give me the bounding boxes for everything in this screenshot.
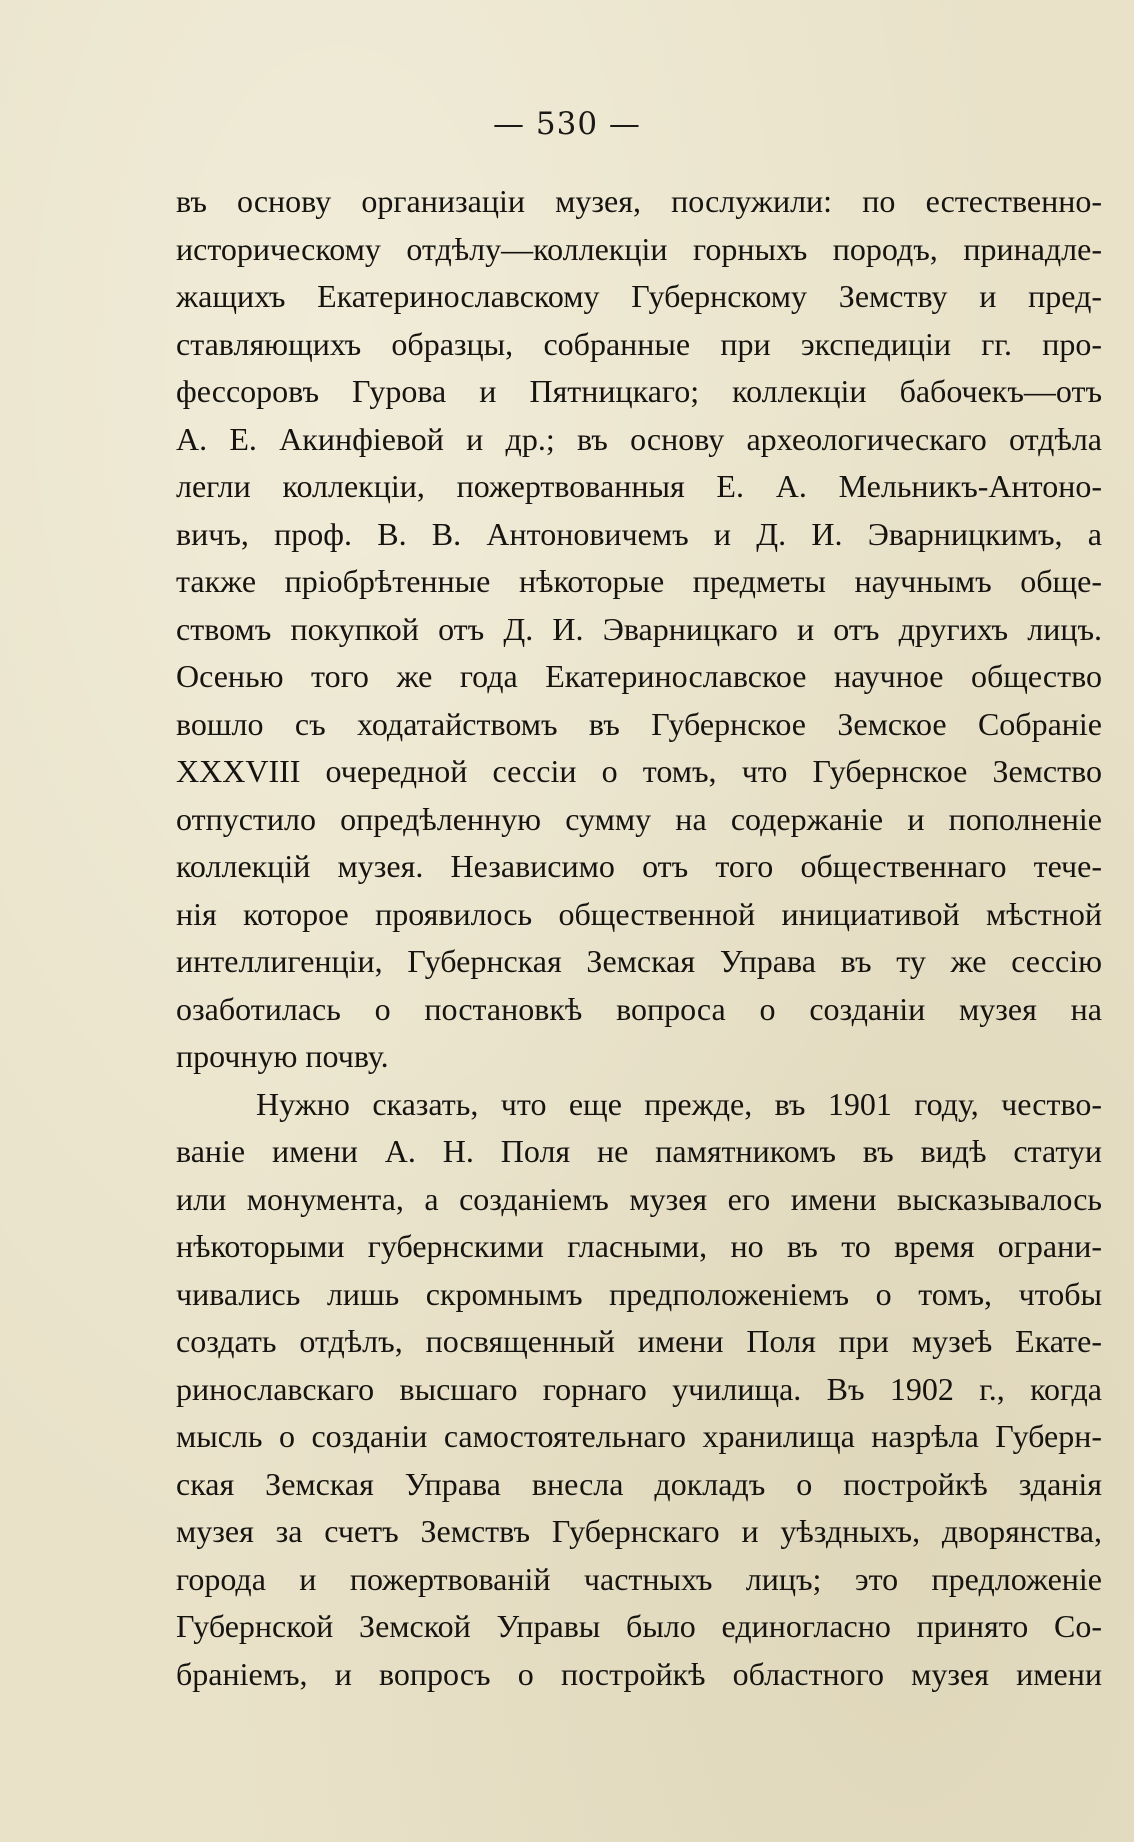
text-line: интеллигенціи, Губернская Земская Управа въ ту же сессію xyxy=(176,943,1102,979)
text-line: вошло съ ходатайствомъ въ Губернское Земское Собраніе xyxy=(176,705,1102,742)
text-line: Нужно сказать, что еще прежде, въ 1901 году, чество- xyxy=(256,1085,1102,1122)
text-line: нѣкоторыми губернскими гласными, но въ то время ограни- xyxy=(176,1228,1102,1264)
text-line: вичъ, проф. В. В. Антоновичемъ и Д. И. Эварницкимъ, а xyxy=(176,515,1102,552)
text-line: ваніе имени А. Н. Поля не памятникомъ въ видѣ статуи xyxy=(176,1133,1102,1169)
text-line: Губернской Земской Управы было единогласно принято Со- xyxy=(176,1608,1102,1644)
body-text xyxy=(176,178,1102,1698)
text-line: озаботилась о постановкѣ вопроса о созданіи музея на xyxy=(176,990,1102,1027)
text-line: ствомъ покупкой отъ Д. И. Эварницкаго и отъ другихъ лицъ. xyxy=(176,610,1102,647)
text-line: Осенью того же года Екатеринославское научное общество xyxy=(176,658,1102,694)
text-line: ская Земская Управа внесла докладъ о постройкѣ зданія xyxy=(176,1465,1102,1502)
text-line: А. Е. Акинфіевой и др.; въ основу археологическаго отдѣла xyxy=(176,420,1102,457)
text-line: XXXVIII очередной сессіи о томъ, что Губернское Земство xyxy=(176,753,1102,789)
text-line: ринославскаго высшаго горнаго училища. Въ 1902 г., когда xyxy=(176,1370,1102,1407)
text-line: или монумента, а созданіемъ музея его имени высказывалось xyxy=(176,1180,1102,1217)
text-line: города и пожертвованій частныхъ лицъ; это предложеніе xyxy=(176,1560,1102,1597)
text-line: создать отдѣлъ, посвященный имени Поля при музеѣ Екате- xyxy=(176,1323,1102,1359)
text-line: мысль о созданіи самостоятельнаго хранилища назрѣла Губерн- xyxy=(176,1418,1102,1454)
text-line: коллекцій музея. Независимо отъ того общественнаго тече- xyxy=(176,848,1102,884)
text-line: отпустило опредѣленную сумму на содержаніе и пополненіе xyxy=(176,800,1102,837)
text-line: фессоровъ Гурова и Пятницкаго; коллекціи бабочекъ—отъ xyxy=(176,373,1102,409)
text-line: чивались лишь скромнымъ предположеніемъ о томъ, чтобы xyxy=(176,1275,1102,1312)
text-line: легли коллекціи, пожертвованныя Е. А. Мельникъ-Антоно- xyxy=(176,468,1102,504)
text-line: нія которое проявилось общественной инициативой мѣстной xyxy=(176,895,1102,932)
text-line: прочную почву. xyxy=(176,1038,389,1074)
text-line: историческому отдѣлу—коллекціи горныхъ породъ, принадле- xyxy=(176,230,1102,267)
text-line: ставляющихъ образцы, собранные при экспедиціи гг. про- xyxy=(176,325,1102,362)
text-line: браніемъ, и вопросъ о постройкѣ областного музея имени xyxy=(176,1655,1102,1692)
text-line: жащихъ Екатеринославскому Губернскому Земству и пред- xyxy=(176,278,1102,314)
text-line: музея за счетъ Земствъ Губернскаго и уѣздныхъ, дворянства, xyxy=(176,1513,1102,1549)
text-line: также пріобрѣтенные нѣкоторые предметы научнымъ обще- xyxy=(176,563,1102,599)
text-line: въ основу организаціи музея, послужили: по естественно- xyxy=(176,183,1102,219)
page-number: — 530 — xyxy=(493,106,641,142)
